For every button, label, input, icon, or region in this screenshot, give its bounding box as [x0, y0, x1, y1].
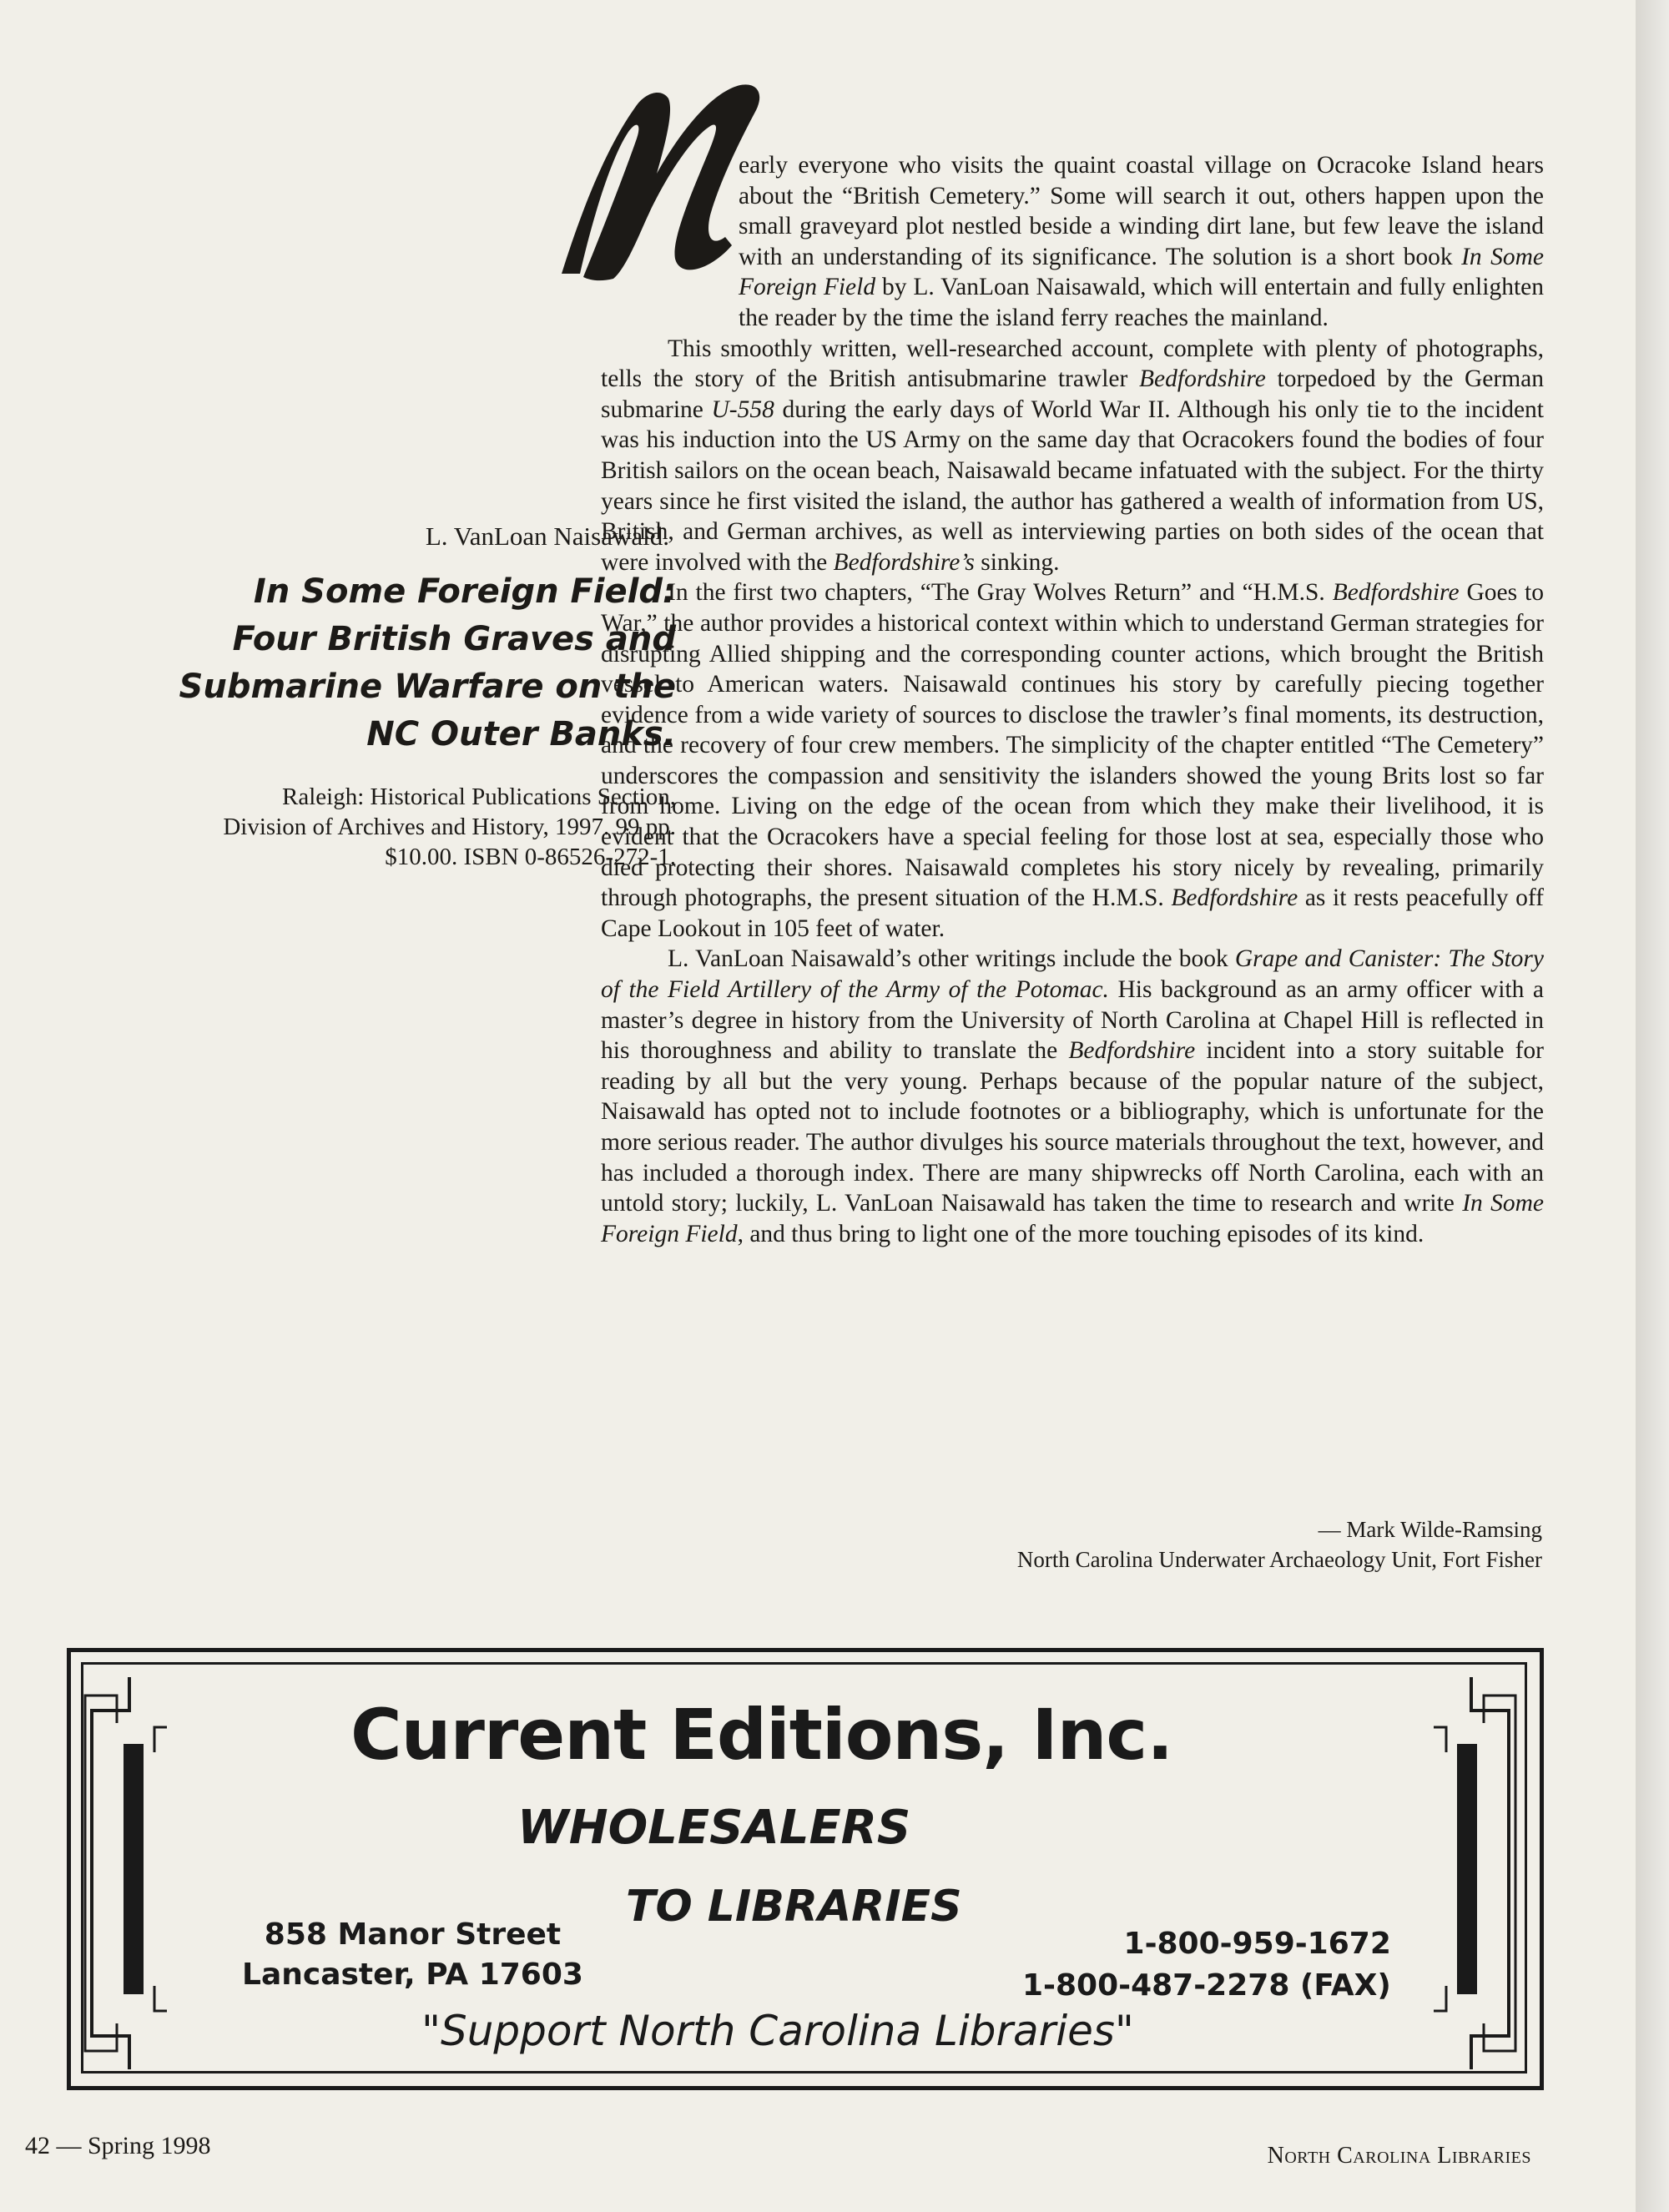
text-run: by L. VanLoan Naisawald, which will entertain and fully enlighten the reader by the time the island ferry reaches the mainland. — [739, 274, 1544, 331]
book-info — [83, 522, 676, 872]
text-run: early everyone who visits the quaint coastal village on Ocracoke Island hears about the “British Cemetery.” Some will search it out, others happen upon the small graveyard plot nestled beside a winding dirt lane, but few leave the island with an understanding of its significance. The solution is a short book — [739, 152, 1544, 270]
ad-company-name: Current Editions, Inc. — [350, 1694, 1173, 1776]
book-title-line: In Some Foreign Field: — [253, 572, 676, 611]
publication-line: Division of Archives and History, 1997. 99 pp. — [223, 814, 676, 840]
ad-address — [242, 1915, 583, 1995]
text-run: His background as an army officer with a master’s degree in history from the University of North Carolina at Chapel Hill is reflected in his thoroughness and ability to translate the — [601, 976, 1544, 1065]
text-run: sinking. — [974, 548, 1060, 576]
ad-address-line: Lancaster, PA 17603 — [242, 1958, 583, 1992]
text-run: during the early days of World War II. Although his only tie to the incident was his induction into the US Army on the same day that Ocracokers found the bodies of four British sailors on the ocean beach, Naisawald became infatuated with the subject. For the thirty years since he first visited the island, the author has gathered a wealth of information from US, British, and German archives, as well as interviewing parties on both sides of the ocean that were involved with the — [601, 396, 1544, 576]
book-title-line: NC Outer Banks. — [366, 715, 676, 753]
italic-title-run: In Some Foreign Field — [739, 243, 1544, 301]
italic-title-run: Bedfordshire — [1068, 1037, 1196, 1065]
review-paragraph — [601, 334, 1544, 578]
ad-address-line: 858 Manor Street — [264, 1917, 562, 1952]
ad-tagline-to-libraries: TO LIBRARIES — [626, 1882, 962, 1932]
text-run: as it rests peacefully off Cape Lookout in 105 feet of water. — [601, 884, 1544, 942]
review-paragraph — [601, 577, 1544, 944]
text-run: , and thus bring to light one of the more touching episodes of its kind. — [737, 1220, 1424, 1247]
italic-title-run: Bedfordshire — [1171, 884, 1298, 912]
ad-phone-line: 1-800-959-1672 — [1123, 1927, 1391, 1961]
reviewer-name: — Mark Wilde-Ramsing — [1318, 1517, 1542, 1542]
ad-slogan: "Support North Carolina Libraries" — [421, 2007, 1134, 2055]
book-title-line: Four British Graves and — [232, 620, 676, 658]
italic-title-run: In Some Foreign Field — [601, 1190, 1544, 1247]
review-signature — [1017, 1514, 1542, 1575]
ad-phone-line: 1-800-487-2278 (FAX) — [1022, 1968, 1391, 2003]
text-run: L. VanLoan Naisawald’s other writings include the book — [668, 945, 1235, 973]
text-run: In the first two chapters, “The Gray Wolves Return” and “H.M.S. — [668, 579, 1333, 607]
reviewer-affiliation: North Carolina Underwater Archaeology Unit, Fort Fisher — [1016, 1547, 1542, 1572]
ad-right-bracket-ornament — [1425, 1677, 1517, 2069]
page-footer-left: 42 — Spring 1998 — [25, 2132, 211, 2159]
book-title — [83, 568, 676, 758]
text-run: torpedoed by the German submarine — [601, 365, 1544, 423]
italic-title-run: Bedfordshire — [1332, 579, 1460, 607]
page-footer-right: North Carolina Libraries — [1267, 2143, 1531, 2169]
book-publication-info — [83, 782, 676, 872]
italic-title-run: Bedfordshire — [1139, 365, 1266, 393]
ad-tagline-wholesalers: WHOLESALERS — [517, 1801, 911, 1855]
text-run: This smoothly written, well-researched account, complete with plenty of photographs, tells the story of the British antisubmarine trawler — [601, 335, 1544, 393]
italic-title-run: Bedfordshire’s — [833, 548, 975, 576]
publication-line: $10.00. ISBN 0-86526-272-1. — [385, 844, 676, 870]
italic-title-run: Grape and Canister: The Story of the Field Artillery of the Army of the Potomac. — [601, 945, 1544, 1004]
ad-phone-numbers — [1022, 1923, 1391, 2007]
review-body — [601, 150, 1544, 1249]
italic-title-run: U-558 — [711, 396, 774, 423]
review-paragraph — [739, 150, 1544, 334]
ad-left-bracket-ornament — [83, 1677, 175, 2069]
book-author: L. VanLoan Naisawald. — [425, 522, 669, 551]
publication-line: Raleigh: Historical Publications Section, — [282, 784, 676, 810]
text-run: incident into a story suitable for reading by all but the very young. Perhaps because of the popular nature of the subject, Naisawald has opted not to include footnotes or a bibliography, which is unfortunate for the more serious reader. The author divulges his source materials throughout the text, however, and has included a thorough index. There are many shipwrecks off North Carolina, each with an untold story; luckily, L. VanLoan Naisawald has taken the time to research and write — [601, 1037, 1544, 1217]
text-run: Goes to War,” the author provides a historical context within which to understand German strategies for disrupting Allied shipping and the corresponding counter actions, which brought the British vessel to American waters. Naisawald continues his story by carefully piecing together evidence from a wide variety of sources to disclose the trawler’s final moments, its destruction, and the recovery of four crew members. The simplicity of the chapter entitled “The Cemetery” underscores the compassion and sensitivity the islanders showed the young Brits lost so far from home. Living on the edge of the ocean from which they make their livelihood, it is evident that the Ocracokers have a special feeling for those lost at sea, especially those who died protecting their shores. Naisawald completes his story nicely by revealing, primarily through photographs, the present situation of the H.M.S. — [601, 579, 1545, 912]
page-edge-shadow — [1636, 0, 1669, 2212]
review-paragraph — [601, 944, 1544, 1249]
book-title-line: Submarine Warfare on the — [179, 668, 676, 706]
